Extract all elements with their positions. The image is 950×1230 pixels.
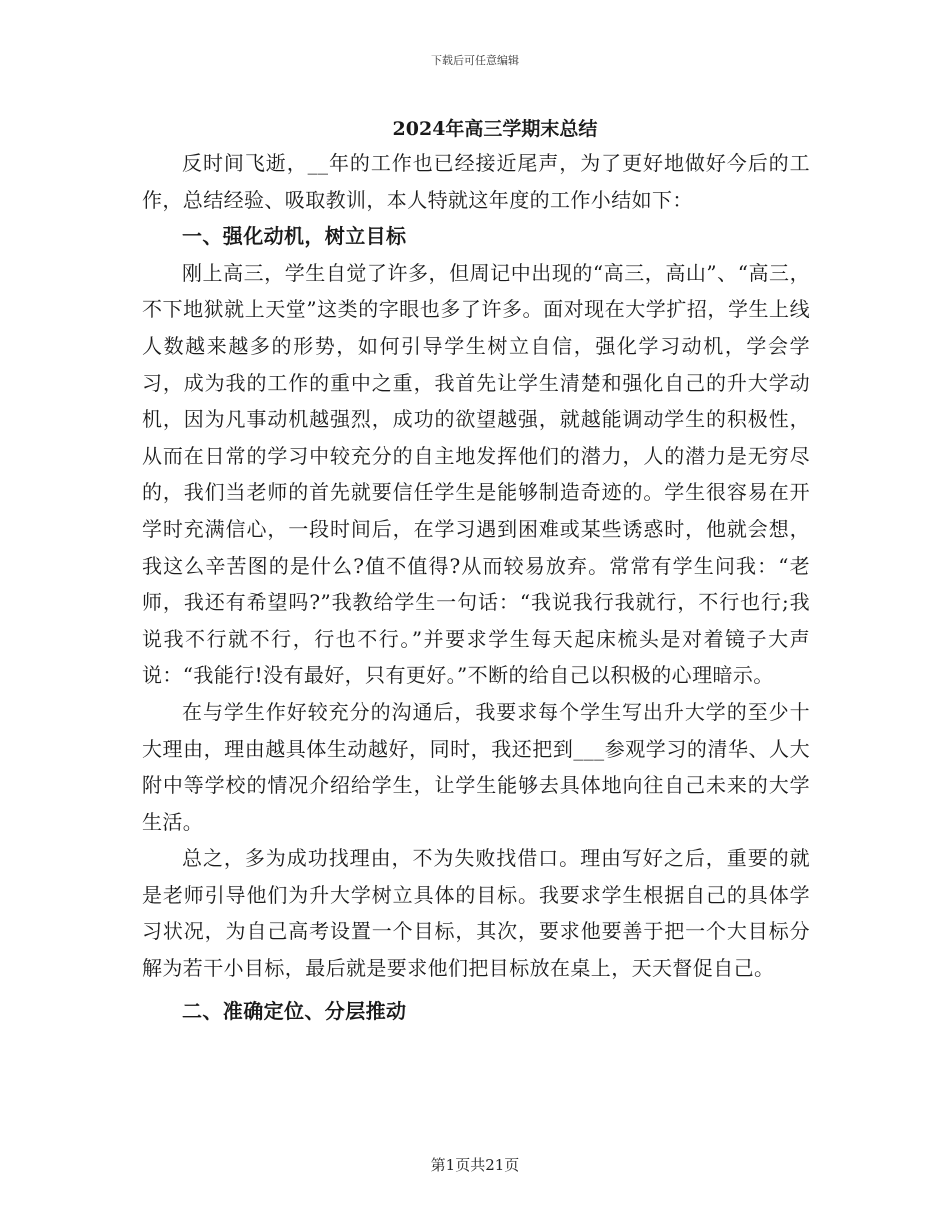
section1-paragraph-2: 在与学生作好较充分的沟通后，我要求每个学生写出升大学的至少十大理由，理由越具体生动越好，同时，我还把到___参观学习的清华、人大附中等学校的情况介绍给学生，让学生能够去具体地向往自己未来的大学生活。 — [142, 699, 810, 834]
intro-paragraph: 反时间飞逝，__年的工作也已经接近尾声，为了更好地做好今后的工作，总结经验、吸取教训，本人特就这年度的工作小结如下： — [142, 151, 810, 212]
page-header-note: 下载后可任意编辑 — [431, 54, 519, 67]
section-heading-1: 一、强化动机，树立目标 — [182, 224, 407, 249]
page-number-footer: 第1页共21页 — [430, 1156, 520, 1174]
section-heading-2: 二、准确定位、分层推动 — [182, 998, 407, 1023]
document-body — [142, 145, 810, 1029]
document-title: 2024年高三学期末总结 — [392, 118, 598, 140]
section1-paragraph-3: 总之，多为成功找理由，不为失败找借口。理由写好之后，重要的就是老师引导他们为升大学树立具体的目标。我要求学生根据自己的具体学习状况，为自己高考设置一个目标，其次，要求他要善于把一个大目标分解为若干小目标，最后就是要求他们把目标放在桌上，天天督促自己。 — [142, 846, 810, 981]
section1-paragraph-1: 刚上高三，学生自觉了许多，但周记中出现的“高三，高山”、“高三，不下地狱就上天堂”这类的字眼也多了许多。面对现在大学扩招，学生上线人数越来越多的形势，如何引导学生树立自信，强化学习动机，学会学习，成为我的工作的重中之重，我首先让学生清楚和强化自己的升大学动机，因为凡事动机越强烈，成功的欲望越强，就越能调动学生的积极性，从而在日常的学习中较充分的自主地发挥他们的潜力，人的潜力是无穷尽的，我们当老师的首先就要信任学生是能够制造奇迹的。学生很容易在开学时充满信心，一段时间后，在学习遇到困难或某些诱惑时，他就会想，我这么辛苦图的是什么?值不值得?从而较易放弃。常常有学生问我：“老师，我还有希望吗?”我教给学生一句话：“我说我行我就行，不行也行;我说我不行就不行，行也不行。”并要求学生每天起床梳头是对着镜子大声说：“我能行!没有最好，只有更好。”不断的给自己以积极的心理暗示。 — [142, 260, 810, 688]
